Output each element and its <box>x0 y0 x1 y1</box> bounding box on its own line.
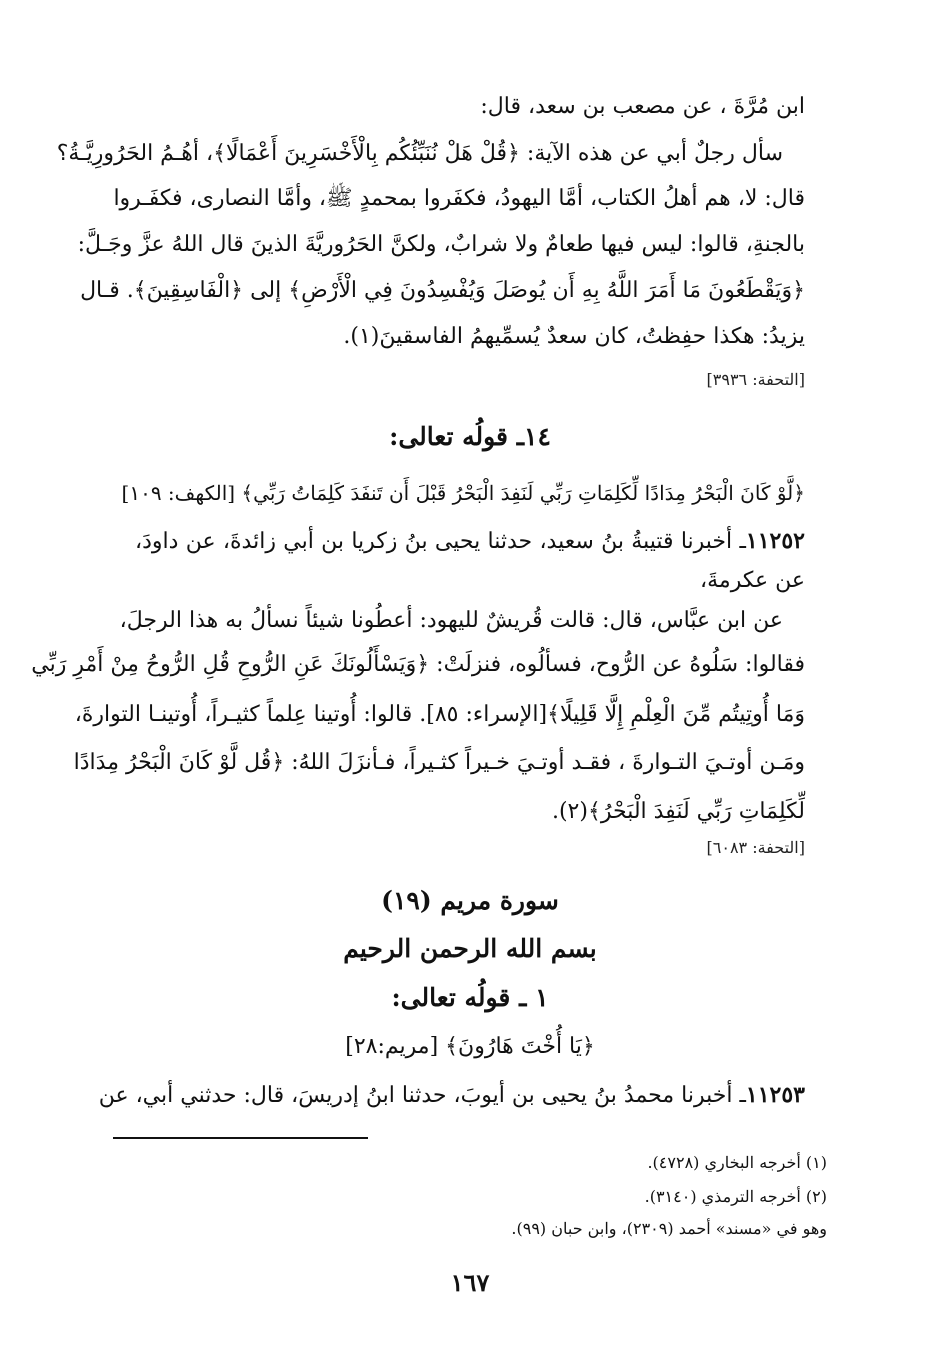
para2-line-4: ومَـن أوتـيَ التـوارةَ ، فقـد أوتـيَ خـيراً كثـيراً، فـأنزَلَ اللهُ: ﴿قُل لَّوْ كَانَ الْبَحْرُ مِدَادًا <box>73 750 805 775</box>
para2-line-1: عن ابن عبَّاس، قال: قالت قُريشٌ لليهود: أعطُونا شيئاً نسألُ به هذا الرجلَ، <box>119 608 783 633</box>
para2-line-2: فقالوا: سَلُوهُ عن الرُّوح، فسألُوه، فنزلَتْ: ﴿وَيَسْأَلُونَكَ عَنِ الرُّوحِ قُلِ الرُّوحُ مِنْ أَمْرِ رَبِّي <box>31 652 805 677</box>
hadith-number-11253: ١١٢٥٣ <box>745 1082 805 1108</box>
para2-line-3: وَمَا أُوتِيتُم مِّنَ الْعِلْمِ إِلَّا قَلِيلًا﴾[الإسراء: ٨٥]. قالوا: أُوتينا عِلماً كثيـراً، أُوتينـا التوارةَ، <box>74 702 805 727</box>
para2-line-5: لِّكَلِمَاتِ رَبِّي لَنَفِدَ الْبَحْرُ﴾(٢). <box>551 799 805 824</box>
hadith-11253-text: ـ أخبرنا محمدُ بنُ يحيى بن أيوبَ، حدثنا ابنُ إدريسَ، قال: حدثني أبي، عن <box>98 1083 746 1108</box>
page-number: ١٦٧ <box>450 1268 490 1297</box>
basmala: بسم الله الرحمن الرحيم <box>343 934 597 963</box>
para1-line-4: ﴿وَيَقْطَعُونَ مَا أَمَرَ اللَّهُ بِهِ أَن يُوصَلَ وَيُفْسِدُونَ فِي الْأَرْضِ﴾ إلى ﴿الْفَاسِقِينَ﴾. قـال <box>80 278 805 303</box>
footnote-2: (٢) أخرجه الترمذي (٣١٤٠). <box>644 1187 827 1206</box>
para1-line-1: سأل رجلٌ أبي عن هذه الآية: ﴿قُلْ هَلْ نُنَبِّئُكُم بِالْأَخْسَرِينَ أَعْمَالًا﴾، أهُـمُ الحَرُورِيَّـةُ؟ <box>56 141 783 166</box>
hadith-11252-text: ـ أخبرنا قتيبةُ بنُ سعيد، حدثنا يحيى بنُ زكريا بن أبي زائدةَ، عن داودَ، <box>135 529 746 554</box>
hadith-11252-line-1 <box>135 526 805 557</box>
section-heading-1: ١ ـ قولُه تعالى: <box>391 983 549 1012</box>
hadith-11252-line-2: عن عكرمةَ، <box>700 568 805 593</box>
para1-line-2: قال: لا، هم أهلُ الكتاب، أمَّا اليهودُ، فكفَروا بمحمدٍ ﷺ، وأمَّا النصارى، فكفَـروا <box>113 186 805 211</box>
footnote-1: (١) أخرجه البخاري (٤٧٢٨). <box>647 1153 827 1172</box>
hadith-number-11252: ١١٢٥٢ <box>745 528 805 554</box>
footnote-divider <box>113 1137 368 1139</box>
tuhfa-reference-1: [التحفة: ٣٩٣٦] <box>706 370 805 389</box>
section-heading-14: ١٤ـ قولُه تعالى: <box>389 422 551 451</box>
verse-maryam: ﴿يَا أُخْتَ هَارُونَ﴾ [مريم:٢٨] <box>345 1034 595 1059</box>
para1-line-3: بالجنةِ، قالوا: ليس فيها طعامٌ ولا شرابٌ، ولكنَّ الحَرُوريَّةَ الذينَ قال اللهُ عزَّ وجَـلَّ: <box>77 232 805 257</box>
verse-kahf: ﴿لَّوْ كَانَ الْبَحْرُ مِدَادًا لِّكَلِمَاتِ رَبِّي لَنَفِدَ الْبَحْرُ قَبْلَ أَن تَنفَدَ كَلِمَاتُ رَبِّي﴾ [الكهف: ١٠٩] <box>121 481 805 505</box>
tuhfa-reference-2: [التحفة: ٦٠٨٣] <box>706 838 805 857</box>
para1-line-5: يزيدُ: هكذا حفِظتُ، كان سعدٌ يُسمِّيهمُ الفاسقينَ(١). <box>343 324 805 349</box>
intro-line: ابن مُرَّةَ ، عن مصعب بن سعد، قال: <box>480 94 805 119</box>
surah-title: سورة مريم (١٩) <box>381 886 559 915</box>
hadith-11253-line-1 <box>98 1080 805 1111</box>
footnote-3: وهو في «مسند» أحمد (٢٣٠٩)، وابن حبان (٩٩). <box>511 1219 827 1238</box>
